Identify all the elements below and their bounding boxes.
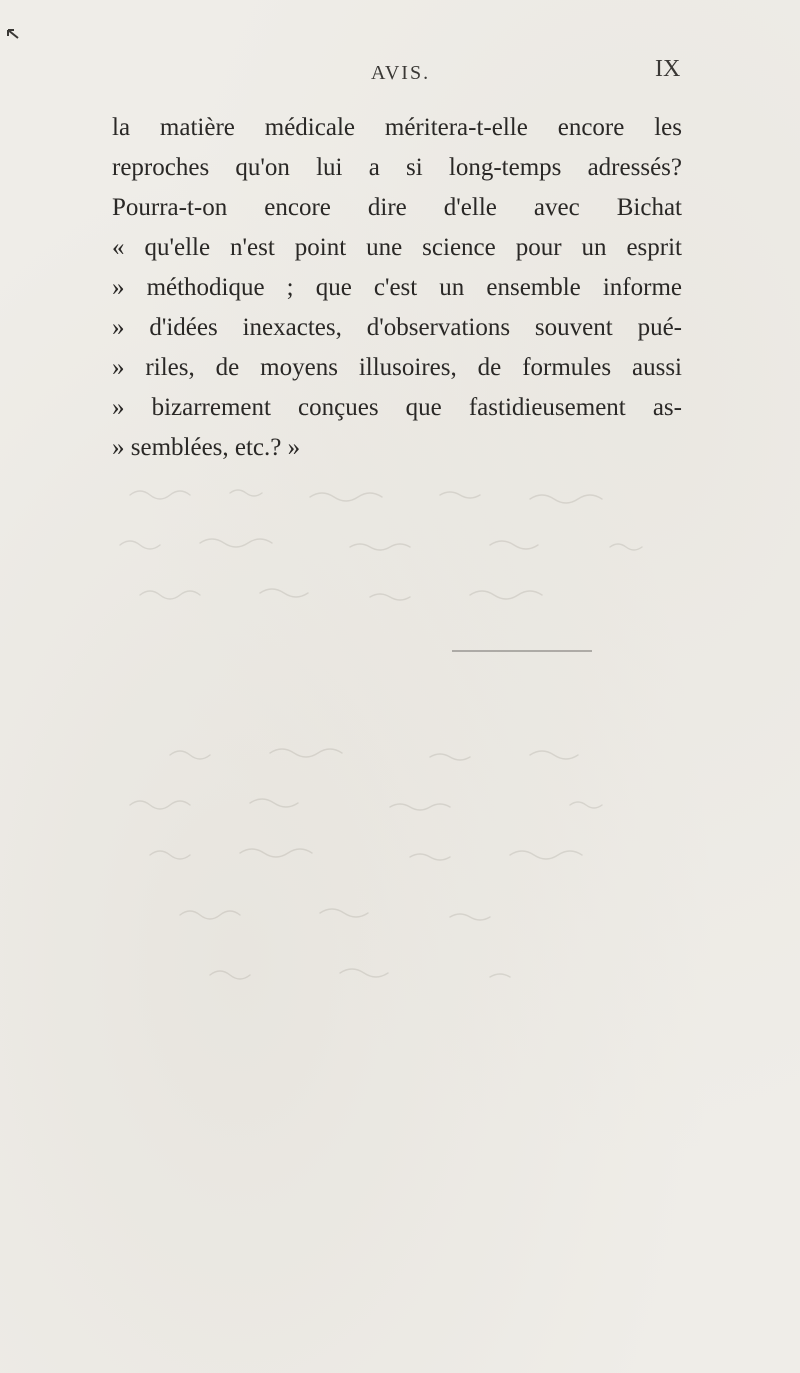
faint-rule [452, 650, 592, 652]
text-line: » semblées, etc.? » [112, 434, 301, 461]
text-line: » méthodique ; que c'est un ensemble informe [112, 274, 682, 301]
text-line: reproches qu'on lui a si long-temps adressés? [112, 154, 682, 181]
text-line: » d'idées inexactes, d'observations souvent pué- [112, 314, 682, 341]
text-line: « qu'elle n'est point une science pour un esprit [112, 234, 682, 261]
corner-mark-icon [6, 28, 22, 44]
body-text [112, 108, 682, 468]
show-through-texture [110, 455, 700, 1055]
running-head: AVIS. [371, 62, 431, 84]
text-line: Pourra-t-on encore dire d'elle avec Bichat [112, 194, 682, 221]
page-number: IX [655, 56, 681, 82]
text-line: la matière médicale méritera-t-elle encore les [112, 114, 682, 141]
text-line: » bizarrement conçues que fastidieusement as- [112, 394, 682, 421]
text-line: » riles, de moyens illusoires, de formules aussi [112, 354, 682, 381]
